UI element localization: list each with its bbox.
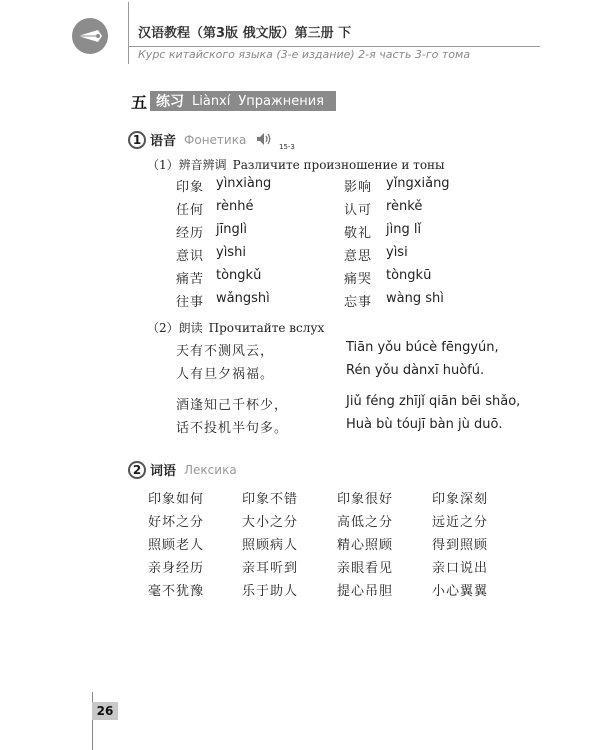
vocab-phrase: 高低之分 [337, 515, 394, 530]
phonetics-title-cn: 语音 [150, 134, 177, 149]
word-chinese: 任何 [176, 203, 205, 218]
vocab-phrase: 精心照顾 [337, 538, 394, 553]
exercise-number-badge: 1 [128, 131, 146, 149]
poem-line-pinyin: Rén yǒu dànxī huòfú. [346, 363, 485, 378]
word-chinese: 印象 [176, 180, 205, 195]
vocab-phrase: 印象不错 [242, 492, 299, 507]
speaker-icon[interactable] [256, 131, 274, 145]
word-chinese: 认可 [344, 203, 373, 218]
phonetics-title-ru: Фонетика [184, 132, 247, 147]
vocab-phrase: 亲身经历 [148, 561, 205, 576]
word-chinese: 往事 [176, 295, 205, 310]
part2-label-ru: Прочитайте вслух [208, 321, 325, 335]
vocab-phrase: 远近之分 [432, 515, 489, 530]
section-number: 五 [130, 92, 147, 112]
poem-line-chinese: 酒逢知己千杯少， [176, 398, 289, 413]
poem-line-chinese: 人有旦夕祸福。 [176, 367, 275, 382]
vocab-phrase: 亲眼看见 [337, 561, 394, 576]
part2-instruction [147, 319, 324, 336]
word-pinyin: jìng lǐ [386, 222, 422, 237]
section-title-pinyin: Liànxí [192, 93, 231, 109]
header-divider-horizontal [128, 46, 540, 47]
pen-nib-icon [72, 18, 108, 54]
section-title-cn: 练习 [156, 94, 184, 110]
page-margin-line [92, 692, 93, 750]
vocab-phrase: 照顾病人 [242, 538, 299, 553]
vocab-phrase: 好坏之分 [148, 515, 205, 530]
poem-line-pinyin: Tiān yǒu búcè fēngyún, [346, 340, 499, 355]
vocab-phrase: 提心吊胆 [337, 584, 394, 599]
poem-line-pinyin: Huà bù tóujī bàn jù duō. [346, 417, 503, 432]
vocab-phrase: 印象很好 [337, 492, 394, 507]
word-pinyin: tòngkǔ [216, 268, 262, 283]
section-banner [128, 90, 336, 112]
word-pinyin: yìsi [386, 245, 408, 260]
book-title-russian: Курс китайского языка (3-е издание) 2-я часть 3-го тома [138, 48, 471, 61]
vocab-phrase: 小心翼翼 [432, 584, 489, 599]
phonetics-heading [128, 130, 246, 149]
vocabulary-title-cn: 词语 [150, 464, 177, 479]
vocab-phrase: 亲耳听到 [242, 561, 299, 576]
part1-label-ru: Различите произношение и тоны [232, 158, 445, 172]
vocab-phrase: 得到照顾 [432, 538, 489, 553]
page-number: 26 [92, 702, 118, 720]
word-pinyin: wǎngshì [216, 291, 270, 306]
vocabulary-title-ru: Лексика [184, 462, 237, 477]
word-pinyin: yìnxiàng [216, 176, 272, 191]
vocab-phrase: 亲口说出 [432, 561, 489, 576]
vocab-phrase: 印象深刻 [432, 492, 489, 507]
vocab-phrase: 大小之分 [242, 515, 299, 530]
section-title-ru: Упражнения [238, 93, 324, 109]
word-pinyin: yǐngxiǎng [386, 176, 450, 191]
word-chinese: 痛哭 [344, 272, 373, 287]
vocabulary-heading [128, 460, 237, 479]
header-divider-vertical [128, 2, 129, 64]
poem-line-chinese: 天有不测风云， [176, 344, 275, 359]
audio-track-number: 15-3 [279, 143, 295, 151]
poem-line-pinyin: Jiǔ féng zhījǐ qiān bēi shǎo, [346, 394, 521, 409]
word-chinese: 意识 [176, 249, 205, 264]
book-title-chinese: 汉语教程（第3版 俄文版）第三册 下 [138, 26, 352, 41]
part2-label: （2）朗读 [147, 321, 203, 335]
vocab-phrase: 乐于助人 [242, 584, 299, 599]
word-chinese: 影响 [344, 180, 373, 195]
word-pinyin: rènkě [386, 199, 423, 214]
vocab-phrase: 印象如何 [148, 492, 205, 507]
part1-label: （1）辨音辨调 [147, 158, 227, 172]
word-pinyin: tòngkū [386, 268, 432, 283]
word-chinese: 忘事 [344, 295, 373, 310]
exercise-number-badge: 2 [128, 461, 146, 479]
word-pinyin: wàng shì [386, 291, 444, 306]
part1-instruction [147, 156, 445, 173]
poem-line-chinese: 话不投机半句多。 [176, 421, 289, 436]
word-pinyin: jīnglì [216, 222, 247, 237]
word-chinese: 痛苦 [176, 272, 205, 287]
vocab-phrase: 毫不犹豫 [148, 584, 205, 599]
word-pinyin: rènhé [216, 199, 254, 214]
word-pinyin: yìshi [216, 245, 246, 260]
word-chinese: 意思 [344, 249, 373, 264]
section-title-band [150, 91, 336, 111]
word-chinese: 敬礼 [344, 226, 373, 241]
vocab-phrase: 照顾老人 [148, 538, 205, 553]
word-chinese: 经历 [176, 226, 205, 241]
